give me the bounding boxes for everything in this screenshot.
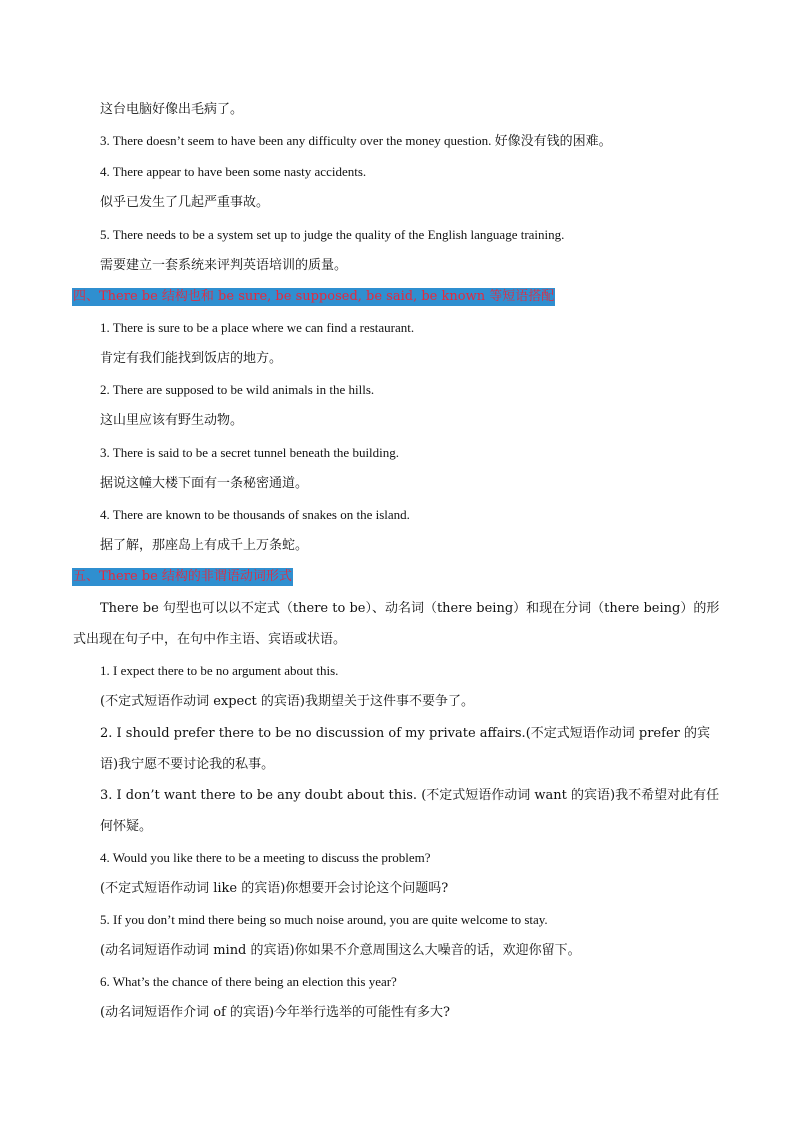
text-line: 这山里应该有野生动物。	[100, 413, 244, 428]
section-heading: 五、There be 结构的非谓语动词形式	[73, 569, 292, 584]
text-paragraph: 3. I don’t want there to be any doubt about this. (不定式短语作动词 want 的宾语)我不希望对此有任何怀疑。	[100, 788, 720, 834]
text-line: 据了解，那座岛上有成千上万条蛇。	[100, 538, 309, 553]
text-line: (不定式短语作动词 like 的宾语)你想要开会讨论这个问题吗?	[100, 881, 449, 896]
text-line: 6. What’s the chance of there being an election this year?	[100, 974, 397, 989]
text-line: 4. There appear to have been some nasty accidents.	[100, 164, 367, 179]
text-line: 1. I expect there to be no argument about this.	[100, 663, 339, 678]
text-line: 需要建立一套系统来评判英语培训的质量。	[100, 258, 348, 273]
text-line: 5. There needs to be a system set up to judge the quality of the English language training.	[100, 227, 565, 242]
section-heading: 四、There be 结构也和 be sure, be supposed, be said, be known 等短语搭配	[73, 289, 555, 304]
text-line: 4. There are known to be thousands of snakes on the island.	[100, 507, 410, 522]
text-line: 据说这幢大楼下面有一条秘密通道。	[100, 476, 309, 491]
text-line: 1. There is sure to be a place where we can find a restaurant.	[100, 320, 415, 335]
text-line: 这台电脑好像出毛病了。	[100, 102, 244, 117]
text-line: (动名词短语作动词 mind 的宾语)你如果不介意周围这么大噪音的话，欢迎你留下。	[100, 943, 581, 958]
text-line: 3. There is said to be a secret tunnel beneath the building.	[100, 445, 400, 460]
intro-paragraph: There be 句型也可以以不定式（there to be）、动名词（there being）和现在分词（there being）的形式出现在句子中，在句中作主语、宾语或状语。	[73, 601, 720, 647]
text-line: 似乎已发生了几起严重事故。	[100, 195, 270, 210]
text-line: 2. There are supposed to be wild animals in the hills.	[100, 382, 375, 397]
text-line: 5. If you don’t mind there being so much noise around, you are quite welcome to stay.	[100, 912, 548, 927]
text-line: 3. There doesn’t seem to have been any difficulty over the money question. 好像没有钱的困难。	[100, 133, 612, 148]
text-line: (动名词短语作介词 of 的宾语)今年举行选举的可能性有多大?	[100, 1005, 451, 1020]
text-line: 肯定有我们能找到饭店的地方。	[100, 351, 283, 366]
text-paragraph: 2. I should prefer there to be no discussion of my private affairs.(不定式短语作动词 prefer 的宾语)我宁愿不要讨论我的私事。	[100, 726, 710, 772]
text-line: (不定式短语作动词 expect 的宾语)我期望关于这件事不要争了。	[100, 694, 474, 709]
text-line: 4. Would you like there to be a meeting to discuss the problem?	[100, 850, 431, 865]
